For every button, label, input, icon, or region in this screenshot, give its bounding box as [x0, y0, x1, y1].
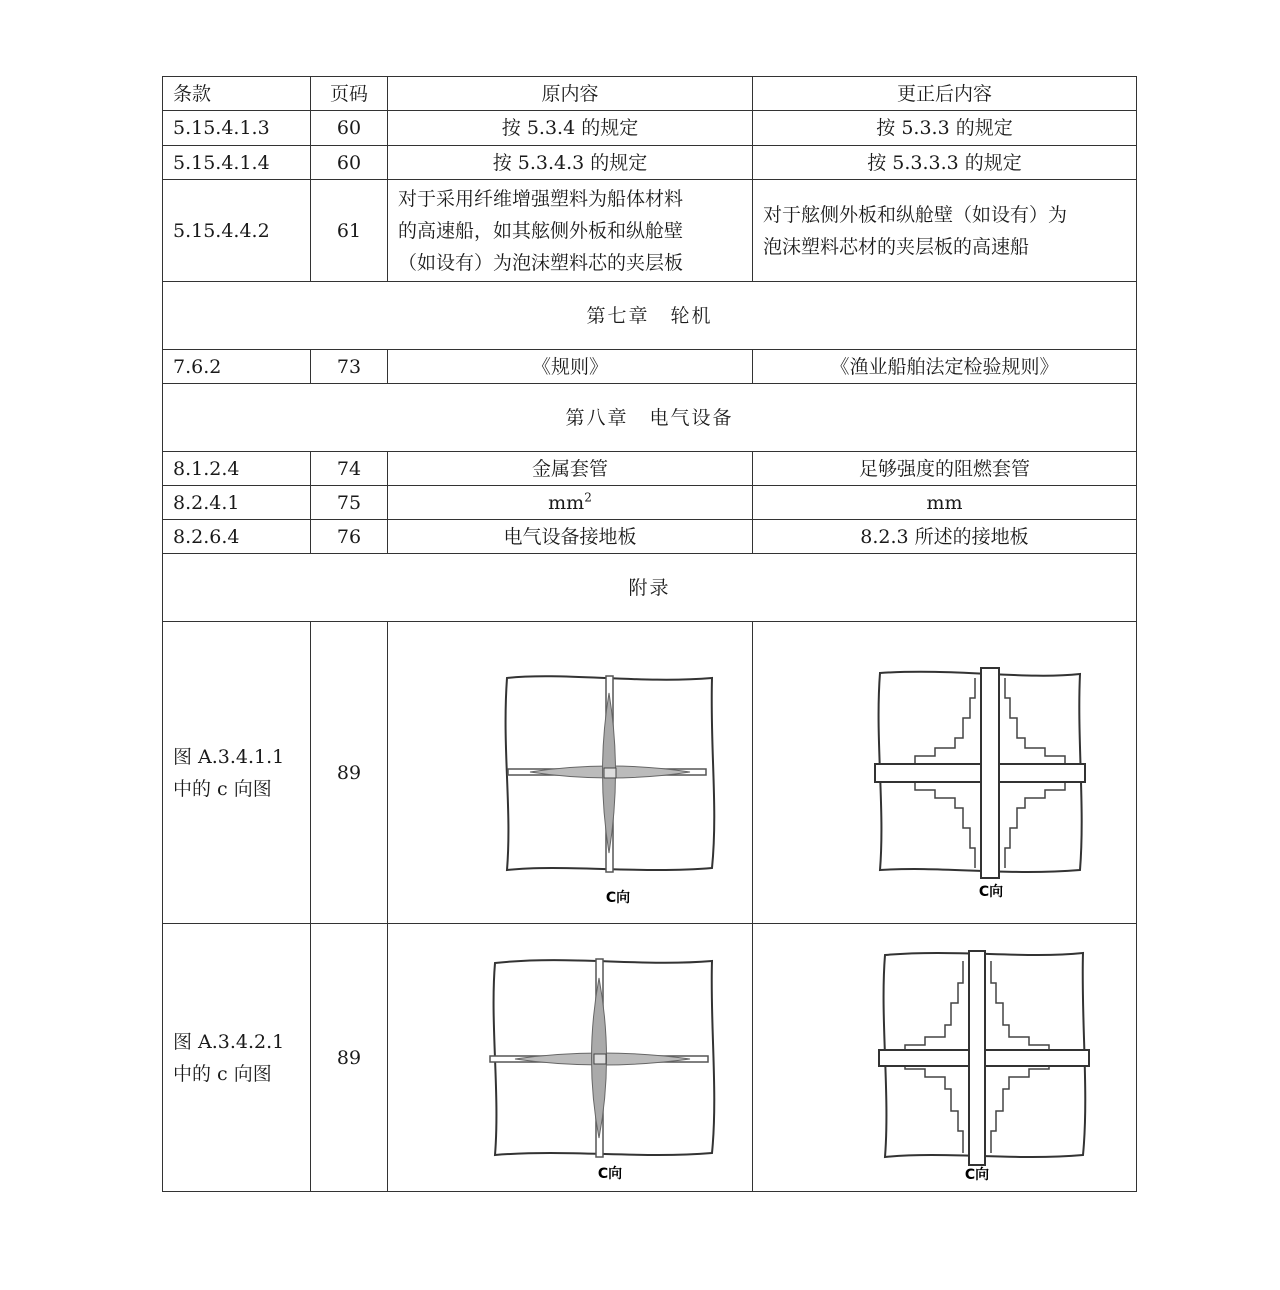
page-cell: 75: [311, 486, 388, 520]
page-cell: 60: [311, 146, 388, 180]
table-row: [163, 486, 1137, 520]
appendix-title: 附录: [163, 554, 1137, 622]
clause-cell: 8.1.2.4: [163, 452, 311, 486]
c-view-caption: C向: [605, 889, 631, 906]
original-line: 的高速船，如其舷侧外板和纵舱壁: [398, 219, 684, 242]
vertical-stiffener: [969, 951, 985, 1165]
original-figure-cell: [388, 622, 753, 924]
page-cell: 74: [311, 452, 388, 486]
original-cell: 按 5.3.4 的规定: [388, 111, 753, 146]
clause-cell: 7.6.2: [163, 350, 311, 384]
table-row: [163, 111, 1137, 146]
clause-cell: [163, 924, 311, 1192]
corrected-figure-cell: [753, 924, 1137, 1192]
figure-row: [163, 924, 1137, 1192]
corrected-cell: 8.2.3 所述的接地板: [753, 520, 1137, 554]
original-cell: 金属套管: [388, 452, 753, 486]
figure-row: [163, 622, 1137, 924]
clause-cell: [163, 622, 311, 924]
header-corrected: 更正后内容: [753, 77, 1137, 111]
clause-cell: 5.15.4.1.4: [163, 146, 311, 180]
corrected-cell: 按 5.3.3 的规定: [753, 111, 1137, 146]
clause-cell: 8.2.4.1: [163, 486, 311, 520]
clause-line: 中的 c 向图: [173, 777, 272, 800]
corrected-c-view-figure: [795, 933, 1095, 1183]
unit-text: mm: [548, 491, 585, 514]
clause-cell: 5.15.4.4.2: [163, 180, 311, 282]
page-cell: 60: [311, 111, 388, 146]
unit-superscript: 2: [584, 490, 592, 505]
original-cell: 电气设备接地板: [388, 520, 753, 554]
appendix-heading-row: [163, 554, 1137, 622]
header-clause: 条款: [163, 77, 311, 111]
original-line: 对于采用纤维增强塑料为船体材料: [398, 187, 684, 210]
page-cell: 73: [311, 350, 388, 384]
original-c-view-figure: [420, 933, 720, 1183]
original-figure-cell: [388, 924, 753, 1192]
clause-cell: 8.2.6.4: [163, 520, 311, 554]
vertical-stiffener: [981, 668, 999, 878]
table-row: [163, 520, 1137, 554]
clause-line: 图 A.3.4.2.1: [173, 1030, 285, 1053]
original-cell: [388, 180, 753, 282]
original-c-view-figure: [420, 638, 720, 908]
corrected-line: 对于舷侧外板和纵舱壁（如设有）为: [763, 203, 1068, 226]
corrected-cell: mm: [753, 486, 1137, 520]
table-row: [163, 452, 1137, 486]
header-page: 页码: [311, 77, 388, 111]
table-row: [163, 350, 1137, 384]
original-cell: 按 5.3.4.3 的规定: [388, 146, 753, 180]
corrected-cell: [753, 180, 1137, 282]
corrected-line: 泡沫塑料芯材的夹层板的高速船: [763, 235, 1030, 258]
clause-cell: 5.15.4.1.3: [163, 111, 311, 146]
chapter-heading-row: [163, 282, 1137, 350]
corrected-cell: 按 5.3.3.3 的规定: [753, 146, 1137, 180]
intersection-node: [594, 1054, 606, 1064]
clause-line: 中的 c 向图: [173, 1062, 272, 1085]
c-view-caption: C向: [964, 1166, 989, 1183]
chapter-8-title: 第八章 电气设备: [163, 384, 1137, 452]
page-cell: 76: [311, 520, 388, 554]
corrected-cell: 足够强度的阻燃套管: [753, 452, 1137, 486]
clause-line: 图 A.3.4.1.1: [173, 745, 285, 768]
table-row: [163, 180, 1137, 282]
page-cell: 89: [311, 924, 388, 1192]
original-cell: 《规则》: [388, 350, 753, 384]
corrected-cell: 《渔业船舶法定检验规则》: [753, 350, 1137, 384]
original-line: （如设有）为泡沫塑料芯的夹层板: [398, 251, 684, 274]
intersection-node: [604, 768, 616, 778]
table-row: [163, 146, 1137, 180]
corrected-figure-cell: [753, 622, 1137, 924]
chapter-7-title: 第七章 轮机: [163, 282, 1137, 350]
corrected-c-view-figure: [795, 638, 1095, 908]
c-view-caption: C向: [978, 883, 1003, 900]
header-original: 原内容: [388, 77, 753, 111]
chapter-heading-row: [163, 384, 1137, 452]
header-row: [163, 77, 1137, 111]
errata-table: [162, 76, 1137, 1192]
page-cell: 89: [311, 622, 388, 924]
original-cell: [388, 486, 753, 520]
page-cell: 61: [311, 180, 388, 282]
c-view-caption: C向: [597, 1165, 623, 1182]
